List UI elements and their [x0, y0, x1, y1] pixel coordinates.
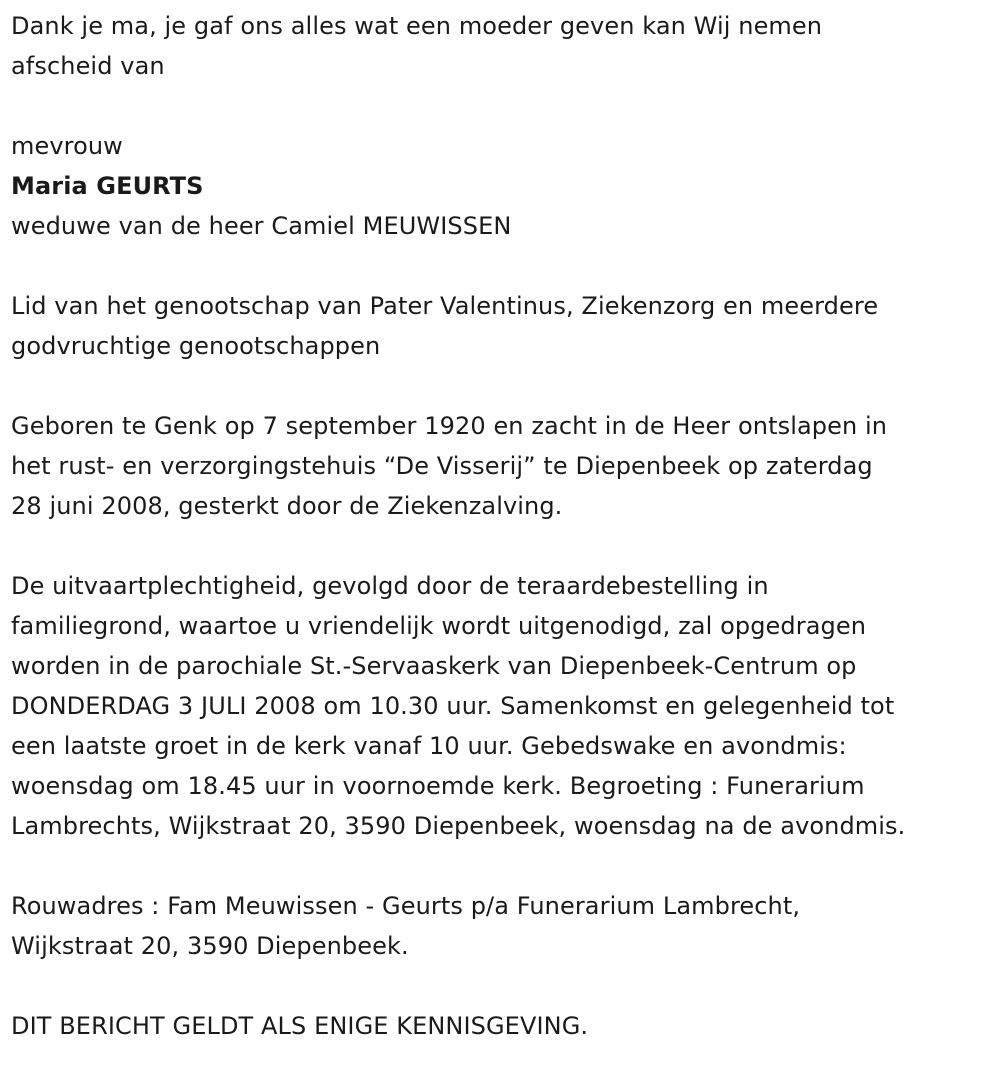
funeral-line: Lambrechts, Wijkstraat 20, 3590 Diepenbeek, woensdag na de avondmis. — [11, 812, 906, 840]
funeral-line: een laatste groet in de kerk vanaf 10 uur. Gebedswake en avondmis: — [11, 732, 847, 760]
funeral-line: DONDERDAG 3 JULI 2008 om 10.30 uur. Samenkomst en gelegenheid tot — [11, 692, 895, 720]
spacer — [11, 366, 991, 406]
address-line-2: Wijkstraat 20, 3590 Diepenbeek. — [11, 932, 409, 960]
widow-of-line: weduwe van de heer Camiel MEUWISSEN — [11, 212, 512, 240]
birth-line-3: 28 juni 2008, gesterkt door de Ziekenzalving. — [11, 492, 563, 520]
funeral-line: woensdag om 18.45 uur in voornoemde kerk. Begroeting : Funerarium — [11, 772, 865, 800]
spacer — [11, 846, 991, 886]
salutation: mevrouw — [11, 132, 123, 160]
intro-line-2: afscheid van — [11, 52, 165, 80]
closing-notice: DIT BERICHT GELDT ALS ENIGE KENNISGEVING. — [11, 1012, 589, 1040]
intro-line-1: Dank je ma, je gaf ons alles wat een moeder geven kan Wij nemen — [11, 12, 823, 40]
obituary-document — [11, 6, 991, 1046]
address-line-1: Rouwadres : Fam Meuwissen - Geurts p/a Funerarium Lambrecht, — [11, 892, 801, 920]
spacer — [11, 246, 991, 286]
spacer — [11, 966, 991, 1006]
funeral-line: familiegrond, waartoe u vriendelijk wordt uitgenodigd, zal opgedragen — [11, 612, 867, 640]
spacer — [11, 86, 991, 126]
membership-line-2: godvruchtige genootschappen — [11, 332, 381, 360]
birth-line-2: het rust- en verzorgingstehuis “De Visserij” te Diepenbeek op zaterdag — [11, 452, 873, 480]
funeral-line: De uitvaartplechtigheid, gevolgd door de teraardebestelling in — [11, 572, 769, 600]
spacer — [11, 526, 991, 566]
funeral-line: worden in de parochiale St.-Servaaskerk van Diepenbeek-Centrum op — [11, 652, 857, 680]
birth-line-1: Geboren te Genk op 7 september 1920 en zacht in de Heer ontslapen in — [11, 412, 888, 440]
membership-line-1: Lid van het genootschap van Pater Valentinus, Ziekenzorg en meerdere — [11, 292, 879, 320]
deceased-name: Maria GEURTS — [11, 172, 204, 200]
